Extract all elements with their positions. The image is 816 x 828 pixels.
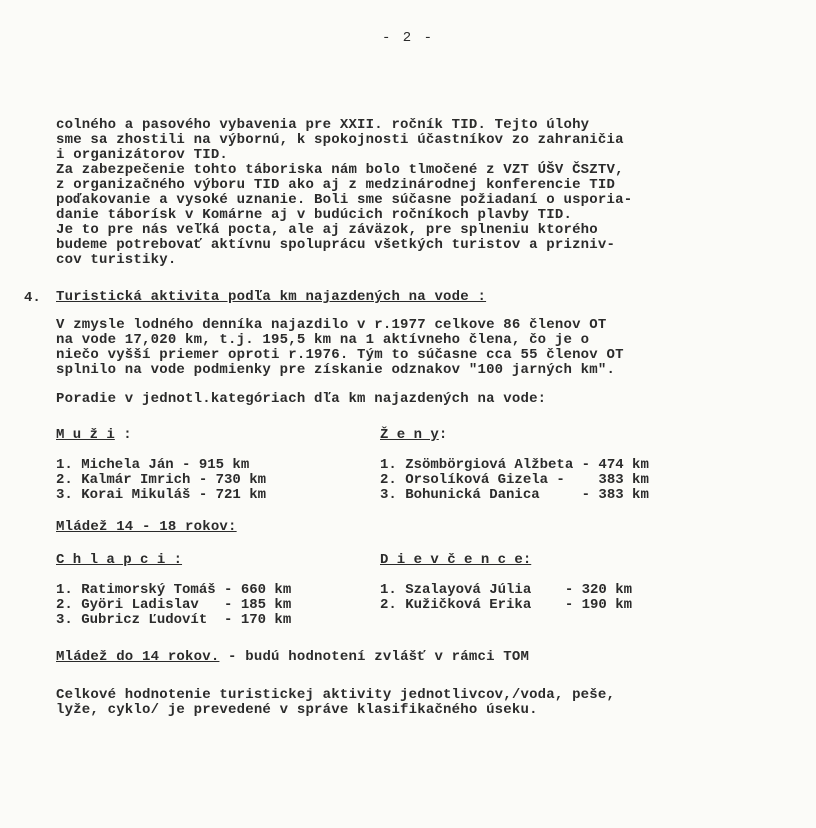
closing-line: lyže, cyklo/ je prevedené v správe klasifikačného úseku. [56, 702, 538, 718]
section-paragraph-line: splnilo na vode podmienky pre získanie odznakov "100 jarných km". [56, 362, 616, 378]
boys-rank-item: 1. Ratimorský Tomáš - 660 km [56, 582, 292, 598]
boys-rank-item: 3. Gubricz Ľudovít - 170 km [56, 612, 292, 628]
ranking-intro: Poradie v jednotl.kategóriach dľa km najazdených na vode: [56, 391, 547, 407]
page-number: - 2 - [381, 30, 434, 46]
section-paragraph-line: na vode 17,020 km, t.j. 195,5 km na 1 aktívneho člena, čo je o [56, 332, 590, 348]
women-heading: Ž e n y: [380, 427, 448, 443]
section-title: Turistická aktivita podľa km najazdených na vode : [56, 289, 487, 305]
men-rank-item: 2. Kalmár Imrich - 730 km [56, 472, 267, 488]
intro-line: sme sa zhostili na výbornú, k spokojnosti účastníkov zo zahraničia [56, 132, 624, 148]
junior-heading: Mládež do 14 rokov. [56, 649, 220, 665]
intro-line: danie táborísk v Komárne aj v budúcich ročníkoch plavby TID. [56, 207, 573, 223]
men-rank-item: 3. Korai Mikuláš - 721 km [56, 487, 267, 503]
section-paragraph-line: niečo vyšší priemer oproti r.1976. Tým to súčasne cca 55 členov OT [56, 347, 624, 363]
youth-heading: Mládež 14 - 18 rokov: [56, 519, 237, 535]
men-rank-item: 1. Michela Ján - 915 km [56, 457, 250, 473]
intro-line: colného a pasového vybavenia pre XXII. ročník TID. Tejto úlohy [56, 117, 590, 133]
section-paragraph-line: V zmysle lodného denníka najazdilo v r.1977 celkove 86 členov OT [56, 317, 607, 333]
intro-line: Je to pre nás veľká pocta, ale aj záväzok, pre splneniu ktorého [56, 222, 598, 238]
closing-line: Celkové hodnotenie turistickej aktivity jednotlivcov,/voda, peše, [56, 687, 616, 703]
boys-heading: C h l a p c i : [56, 552, 183, 568]
section-number: 4. [24, 290, 41, 306]
intro-line: poďakovanie a vysoké uznanie. Boli sme súčasne požiadaní o usporia- [56, 192, 633, 208]
boys-rank-item: 2. Györi Ladislav - 185 km [56, 597, 292, 613]
junior-line [56, 650, 529, 665]
intro-line: i organizátorov TID. [56, 147, 229, 163]
intro-line: cov turistiky. [56, 252, 177, 268]
girls-rank-item: 2. Kužičková Erika - 190 km [380, 597, 633, 613]
women-rank-item: 3. Bohunická Danica - 383 km [380, 487, 649, 503]
intro-line: Za zabezpečenie tohto táboriska nám bolo tlmočené z VZT ÚŠV ČSZTV, [56, 162, 624, 178]
women-rank-item: 1. Zsömbörgiová Alžbeta - 474 km [380, 457, 649, 473]
junior-text: - budú hodnotení zvlášť v rámci TOM [219, 649, 530, 665]
intro-line: z organizačného výboru TID ako aj z medzinárodnej konferencie TID [56, 177, 616, 193]
intro-line: budeme potrebovať aktívnu spoluprácu všetkých turistov a prizniv- [56, 237, 616, 253]
girls-rank-item: 1. Szalayová Júlia - 320 km [380, 582, 633, 598]
men-heading: M u ž i : [56, 427, 132, 443]
girls-heading: D i e v č e n c e: [380, 552, 532, 568]
women-rank-item: 2. Orsolíková Gizela - 383 km [380, 472, 649, 488]
